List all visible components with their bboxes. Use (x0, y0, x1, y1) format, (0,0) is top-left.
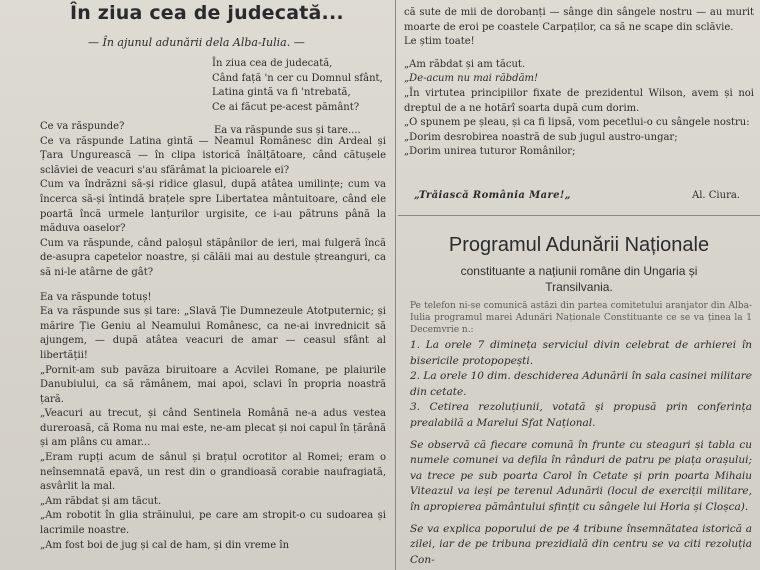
program-item: Se observă că fiecare comună în frunte cu steaguri și tabla cu numele comunei va defila în rânduri de patru pe piața orașului; va trece pe sub poarta Carol în Cetate și prin poarta Mihaiu Viteazul va ieși pe terenul Adunării (locul de exerciții militare, în apropierea pământului sfințit cu sângele lui Horia și Cloșca). (410, 438, 752, 513)
column-divider (395, 0, 396, 570)
poem-line: Ce ai făcut pe-acest pământ? (212, 101, 360, 113)
paragraph: „Eram rupți acum de sânul și brațul ocrotitor al Romei; eram o neînsemnată epavă, un rest din o grandioasă corabie naufragiată, asvârlit la mal. (40, 452, 386, 493)
paragraph: Ce va răspunde Latina gintă — Neamul Românesc din Ardeal și Țara Ungurească — în clipa istorică înălțătoare, când cătușele sclăviei de veacuri s'au sfărâmat la picioarele ei? (40, 135, 386, 176)
paragraph: „Am fost boi de jug și cal de ham, și din vreme în (40, 539, 290, 551)
article-body (40, 120, 386, 553)
poem-line: Latina gintă va fi 'ntrebată, (212, 87, 351, 98)
article-title: În ziua cea de judecată... (70, 2, 344, 24)
closing-line: „Trăiască România Mare!„ (414, 190, 571, 201)
paragraph: „Dorim unirea tuturor Românilor; (404, 146, 576, 158)
paragraph: „De-acum nu mai răbdăm! (404, 73, 539, 85)
paragraph: Cum va răspunde, când paloșul stăpânilor de ieri, mai fulgeră încă de-asupra capetelor noastre, și călăii mai au destule ștreanguri, ca să ni-le atârne de gât? (40, 237, 386, 278)
program-item: Se va explica poporului de pe 4 tribune însemnătatea istorică a zilei, iar de pe tribuna prezidială din centru se va citi rezoluția Con- (410, 522, 752, 566)
author-name: Al. Ciura. (692, 190, 740, 201)
paragraph: „Pornit-am sub pavăza biruitoare a Acvilei Romane, pe plaiurile Danubiului, ca să rămânem, mai apoi, sclavi în propria noastră țară. (40, 364, 386, 405)
program-subtitle (398, 263, 760, 295)
program-subtitle-line: constituante a națiunii române din Ungaria și (460, 264, 698, 278)
paragraph: Cum va îndrăzni să-și ridice glasul, după atâtea umilințe; cum va încerca să-și întindă brațele spre Libertatea mântuitoare, când ele poartă încă urmele lanțurilor urgisite, ce i-au pătruns până la măduva oaselor? (40, 179, 386, 235)
right-column (398, 0, 760, 570)
program-title: Programul Adunării Naționale (448, 234, 710, 256)
paragraph: Ea va răspunde totuș! (40, 291, 152, 303)
paragraph: „Veacuri au trecut, și când Sentinela Română ne-a adus vestea dureroasă, că Roma nu mai este, ne-am plecat și noi capul în țărână și am plâns cu amar... (40, 408, 386, 449)
article-subtitle: — În ajunul adunării dela Alba-Iulia. — (88, 36, 305, 49)
paragraph: Ea va răspunde sus și tare: „Slavă Ție Dumnezeule Atotputernic; și mărire Ție Geniu al Neamului Românesc, ca ne-ai invrednicit să ajungem, — după atâtea veacuri de amar — ceasul sfânt al libertății! (40, 306, 386, 361)
program-item: 2. La orele 10 dim. deschiderea Adunării în sala casinei militare din cetate. (410, 370, 752, 398)
poem-line: Când față 'n cer cu Domnul sfânt, (212, 72, 383, 84)
paragraph: „Dorim desrobirea noastră de sub jugul austro-ungar; (404, 131, 678, 143)
article-continuation (404, 6, 754, 160)
paragraph: „Am răbdat și am tăcut. (404, 58, 526, 70)
paragraph: „O spunem pe șleau, și ca fi lipsă, vom pecetlui-o cu sângele nostru: (404, 117, 750, 129)
paragraph: „Am robotit în glia străinului, pe care am stropit-o cu sudoarea și lacrimile noastre. (40, 510, 386, 537)
program-items (410, 338, 752, 568)
paragraph: „În virtutea principiilor fixate de prezidentul Wilson, avem și noi dreptul de a ne hotărî soarta după cum dorim. (404, 87, 754, 114)
program-intro: Pe telefon ni-se comunică astăzi din partea comitetului aranjator din Alba-Iulia programul marei Adunări Naționale Constituante ce se va ținea la 1 Decemvrie n.: (410, 301, 752, 335)
poem-line: În ziua cea de judecată, (212, 58, 333, 69)
paragraph: că sute de mii de dorobanți — sânge din sângele nostru — au murit moarte de eroi pe coastele Carpaților, ca să ne scape din sclăvie. (404, 7, 754, 33)
paragraph: Le știm toate! (404, 36, 475, 48)
paragraph: Ce va răspunde? (40, 121, 125, 132)
section-divider (398, 215, 760, 216)
poem-end: Ea va răspunde sus și tare.... (214, 125, 361, 136)
program-item: 3. Cetirea rezoluțiunii, votată și propusă prin conferința prealabilă a Marelui Sfat Național. (410, 401, 752, 429)
program-subtitle-line: Transilvania. (545, 280, 613, 294)
program-item: 1. La orele 7 dimineța serviciul divin celebrat de arhierei în bisericile protopopești. (410, 339, 752, 367)
paragraph: „Am răbdat și am tăcut. (40, 495, 162, 507)
